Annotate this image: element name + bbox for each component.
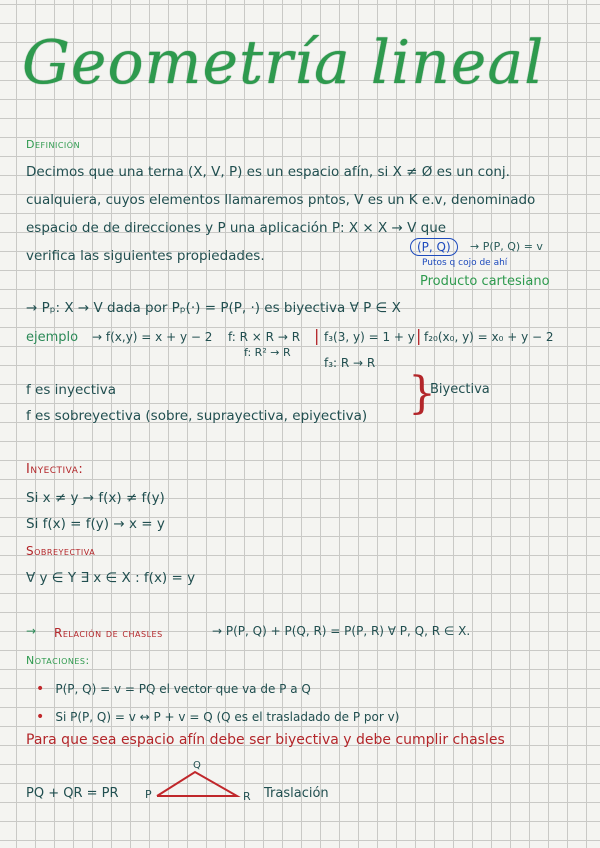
sobreyectiva-line: f es sobreyectiva (sobre, suprayectiva, epiyectiva) [26, 408, 368, 424]
chasles-label: Relación de chasles [54, 626, 163, 640]
inyectiva-line: f es inyectiva [26, 382, 117, 398]
example-domain-r2: f: R² → R [244, 346, 291, 359]
pair-pq-circled: (P, Q) [410, 238, 458, 256]
puntos-annotation: Putos q cojo de ahí [422, 258, 508, 268]
chasles-formula: → P(P, Q) + P(Q, R) = P(P, R) ∀ P, Q, R ∈ X. [212, 624, 471, 638]
nota-2: Si P(P, Q) = v ↔ P + v = Q (Q es el trasladado de P por v) [55, 710, 400, 724]
property-line: → Pₚ: X → V dada por Pₚ(·) = P(P, ·) es biyectiva ∀ P ∈ X [26, 300, 401, 316]
bullet-dot: • [36, 709, 45, 725]
definition-line-4: verifica las siguientes propiedades. [26, 248, 265, 264]
definicion-heading: Definición [26, 138, 81, 151]
page-title: Geometría lineal [22, 28, 545, 98]
definition-line-3: espacio de de direcciones y P una aplicación P: X × X → V que [26, 220, 447, 236]
producto-cartesiano-annotation: Producto cartesiano [420, 274, 550, 289]
triangle-label-p: P [145, 788, 152, 801]
example-fx0: f₂₀(x₀, y) = x₀ + y − 2 [424, 330, 554, 344]
triangle-label-r: R [243, 790, 251, 803]
biyectiva-label: Biyectiva [430, 382, 490, 397]
nota-1: P(P, Q) = v = PQ el vector que va de P a Q [55, 682, 311, 696]
pair-map-annotation: → P(P, Q) = v [470, 240, 543, 253]
triangle-label-q: Q [193, 760, 201, 771]
separator: | [314, 326, 320, 345]
notaciones-heading: Notaciones: [26, 654, 90, 667]
example-f3: f₃(3, y) = 1 + y [324, 330, 415, 344]
conclusion-line: Para que sea espacio afín debe ser biyectiva y debe cumplir chasles [26, 732, 505, 748]
traslacion-formula: PQ + QR = PR [26, 786, 119, 801]
definition-line-1: Decimos que una terna (X, V, P) es un espacio afín, si X ≠ Ø es un conj. [26, 164, 510, 180]
chasles-arrow: → [26, 624, 37, 638]
inyectiva-def-2: Si f(x) = f(y) → x = y [26, 516, 165, 532]
inyectiva-heading: Inyectiva: [26, 462, 84, 477]
traslacion-label: Traslación [264, 786, 329, 801]
sobreyectiva-heading: Sobreyectiva [26, 544, 96, 558]
separator: | [416, 326, 422, 345]
sobreyectiva-def: ∀ y ∈ Y ∃ x ∈ X : f(x) = y [26, 570, 196, 586]
triangle-edges [157, 772, 237, 796]
bullet-1 [36, 678, 311, 697]
example-function: → f(x,y) = x + y − 2 [92, 330, 213, 344]
bullet-dot: • [36, 681, 45, 697]
translation-triangle [145, 758, 255, 808]
inyectiva-def-1: Si x ≠ y → f(x) ≠ f(y) [26, 490, 165, 506]
definition-line-2: cualquiera, cuyos elementos llamaremos pntos, V es un K e.v, denominado [26, 192, 536, 208]
ejemplo-label: ejemplo [26, 330, 79, 345]
example-f3-map: f₃: R → R [324, 356, 376, 370]
brace: } [408, 368, 436, 419]
example-domain: f: R × R → R [228, 330, 301, 344]
bullet-2 [36, 706, 399, 725]
